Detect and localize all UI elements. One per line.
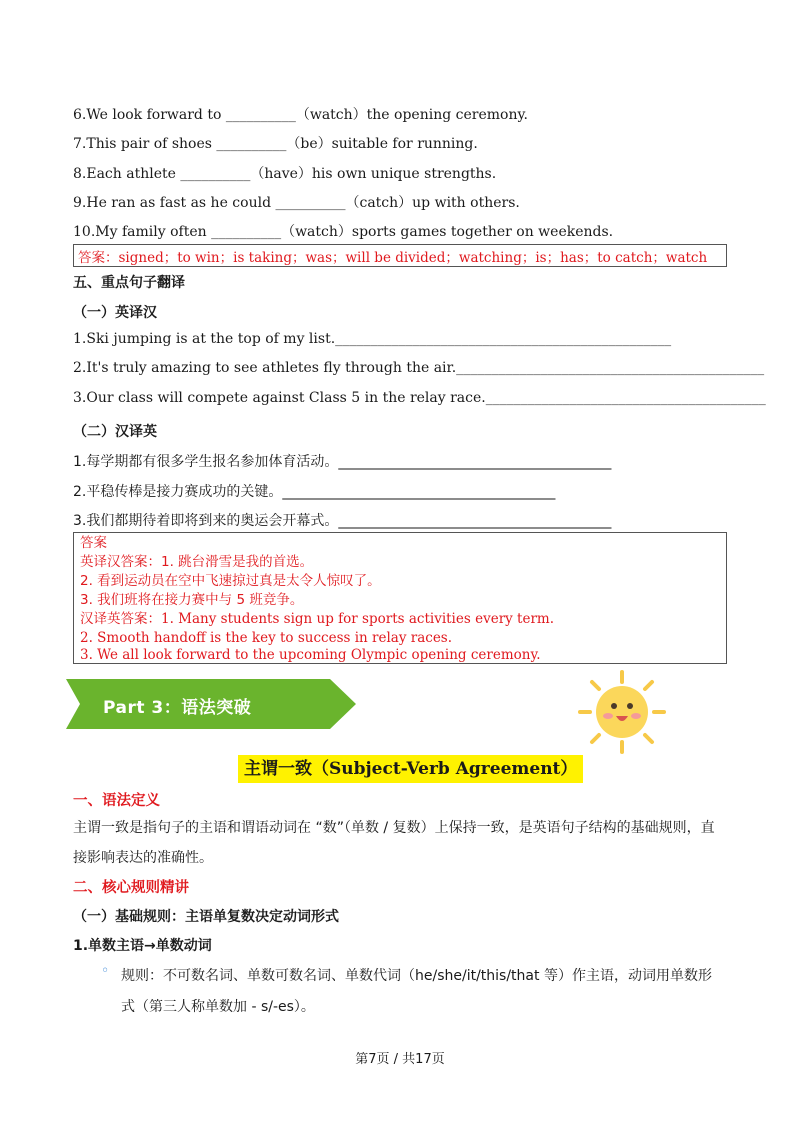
answer-label: 答案 [80, 535, 107, 551]
bullet-icon: ◦ [101, 963, 110, 979]
answer-box-translation [73, 532, 727, 664]
answer-cn-en-1: 汉译英答案：1. Many students sign up for sports activities every term. [80, 611, 555, 627]
answer-line: 答案：signed；to win；is taking；was；will be divided；watching；is；has；to catch；watch [78, 250, 708, 266]
rule-subheading: （一）基础规则：主语单复数决定动词形式 [73, 909, 339, 925]
cn-sentence-1: 1.每学期都有很多学生报名参加体育活动。_______________________________________ [73, 454, 612, 470]
exercise-9: 9.He ran as fast as he could __________（catch）up with others. [73, 195, 520, 211]
answer-en-cn-3: 3. 我们班将在接力赛中与 5 班竞争。 [80, 592, 304, 608]
cn-sentence-3: 3.我们都期待着即将到来的奥运会开幕式。_______________________________________ [73, 513, 612, 529]
exercise-8: 8.Each athlete __________（have）his own unique strengths. [73, 166, 497, 182]
exercise-7: 7.This pair of shoes __________（be）suitable for running. [73, 136, 478, 152]
subsection-title-cn-en: （二）汉译英 [73, 424, 157, 440]
sun-icon [574, 668, 670, 756]
answer-en-cn-1: 英译汉答案：1. 跳台滑雪是我的首选。 [80, 554, 314, 570]
cn-sentence-2: 2.平稳传棒是接力赛成功的关键。_______________________________________ [73, 484, 556, 500]
answer-box-exercises [73, 244, 727, 267]
grammar-title: 主谓一致（Subject-Verb Agreement） [238, 755, 583, 783]
grammar-title-wrap [238, 754, 583, 779]
en-sentence-3: 3.Our class will compete against Class 5 in the relay race.________________________________________ [73, 390, 766, 406]
page-footer: 第7页 / 共17页 [355, 1052, 445, 1067]
exercise-10: 10.My family often __________（watch）sports games together on weekends. [73, 224, 614, 240]
rules-heading: 二、核心规则精讲 [73, 880, 189, 896]
en-sentence-1: 1.Ski jumping is at the top of my list.________________________________________________ [73, 331, 672, 347]
subsection-title-en-cn: （一）英译汉 [73, 305, 157, 321]
answer-en-cn-2: 2. 看到运动员在空中飞速掠过真是太令人惊叹了。 [80, 573, 381, 589]
exercise-6: 6.We look forward to __________（watch）the opening ceremony. [73, 107, 528, 123]
definition-heading: 一、语法定义 [73, 793, 160, 809]
answer-cn-en-3: 3. We all look forward to the upcoming Olympic opening ceremony. [80, 647, 541, 663]
rule1-text-line2: 式（第三人称单数加 - s/-es）。 [121, 999, 315, 1015]
section-title: 五、重点句子翻译 [73, 275, 185, 291]
definition-text: 主谓一致是指句子的主语和谓语动词在 “数”（单数 / 复数）上保持一致，是英语句子结构的基础规则，直接影响表达的准确性。 [73, 820, 715, 866]
rule1-title: 1.单数主语→单数动词 [73, 938, 212, 954]
rule1-text-line1: 规则：不可数名词、单数可数名词、单数代词（he/she/it/this/that 等）作主语，动词用单数形 [121, 968, 712, 984]
part-banner-label: Part 3：语法突破 [103, 698, 252, 718]
answer-cn-en-2: 2. Smooth handoff is the key to success in relay races. [80, 630, 453, 646]
en-sentence-2: 2.It's truly amazing to see athletes fly through the air.____________________________________________ [73, 360, 765, 376]
